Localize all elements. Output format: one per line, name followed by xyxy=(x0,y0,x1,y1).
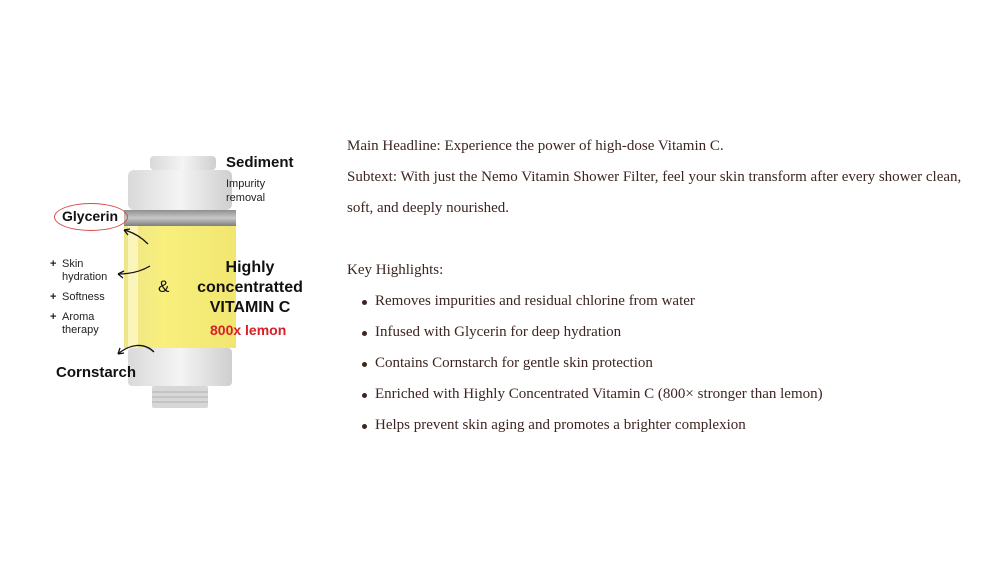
sediment-label: Sediment xyxy=(226,154,294,171)
product-copy xyxy=(347,131,987,441)
benefit-item: + Skin hydration xyxy=(48,258,118,284)
filter-cornstarch-section xyxy=(128,348,232,386)
benefit-list xyxy=(48,258,118,344)
highlight-item: Infused with Glycerin for deep hydration xyxy=(347,317,987,348)
filter-sediment-section xyxy=(128,170,232,210)
main-headline: Main Headline: Experience the power of high-dose Vitamin C. xyxy=(347,138,724,154)
highlights-list xyxy=(347,286,987,441)
subtext: Subtext: With just the Nemo Vitamin Shower Filter, feel your skin transform after every shower clean, soft, and deeply nourished. xyxy=(347,169,962,216)
spacer xyxy=(347,224,987,255)
highlight-item: Helps prevent skin aging and promotes a brighter complexion xyxy=(347,410,987,441)
highlight-item: Contains Cornstarch for gentle skin protection xyxy=(347,348,987,379)
highlights-heading: Key Highlights: xyxy=(347,262,444,278)
glycerin-label: Glycerin xyxy=(62,208,119,224)
benefit-item: + Aroma therapy xyxy=(48,311,118,337)
highlight-item: Enriched with Highly Concentrated Vitamin C (800× stronger than lemon) xyxy=(347,379,987,410)
product-illustration xyxy=(40,140,330,420)
impurity-removal-label: Impurity removal xyxy=(226,178,266,204)
cornstarch-label: Cornstarch xyxy=(56,364,137,381)
highlight-item: Removes impurities and residual chlorine from water xyxy=(347,286,987,317)
vitamin-c-label: Highly concentratted VITAMIN C xyxy=(197,259,303,316)
filter-metal-band xyxy=(124,210,236,226)
benefit-item: + Softness xyxy=(48,291,118,304)
lemon-comparison-label: 800x lemon xyxy=(210,322,287,338)
filter-top-nozzle xyxy=(150,156,216,170)
ampersand-label: & xyxy=(158,277,170,296)
